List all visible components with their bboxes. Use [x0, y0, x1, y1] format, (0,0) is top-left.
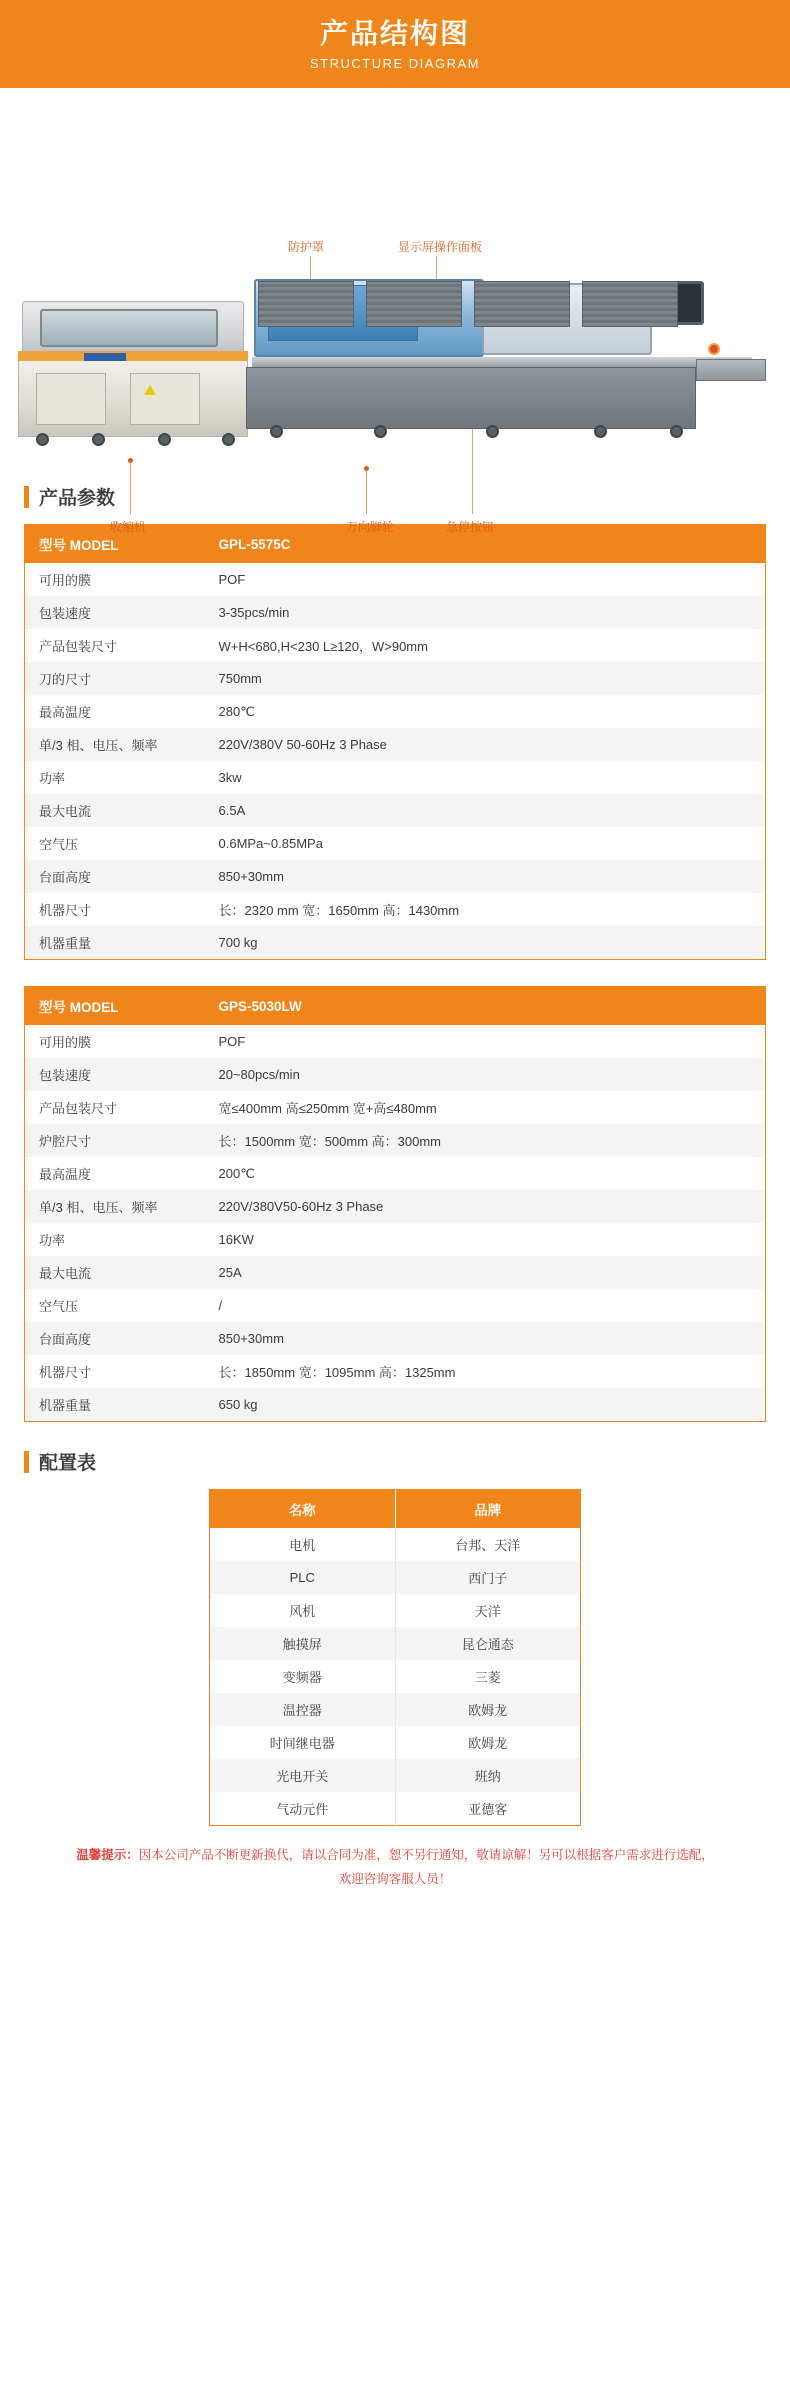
caster-wheel	[36, 433, 49, 446]
callout-label-shrink-machine: 收缩机	[110, 520, 147, 534]
callout-label-guard: 防护罩	[288, 240, 325, 254]
spec-key: 最大电流	[25, 794, 205, 827]
section-header-parameters	[24, 483, 790, 510]
caster-wheel	[222, 433, 235, 446]
table-row	[25, 1388, 766, 1422]
table-row	[210, 1627, 581, 1660]
table-row	[210, 1759, 581, 1792]
spec-key: 机器尺寸	[25, 893, 205, 926]
spec-value: 20~80pcs/min	[205, 1058, 766, 1091]
spec-key: 包装速度	[25, 596, 205, 629]
spec-key: 单/3 相、电压、频率	[25, 1190, 205, 1223]
spec-value: 长：1500mm 宽：500mm 高：300mm	[205, 1124, 766, 1157]
config-name: 变频器	[210, 1660, 396, 1693]
spec-key: 产品包装尺寸	[25, 629, 205, 662]
config-brand: 欧姆龙	[395, 1726, 581, 1759]
spec-key: 空气压	[25, 827, 205, 860]
config-header-name: 名称	[210, 1490, 396, 1529]
cabinet-door	[258, 281, 354, 327]
table-row	[25, 926, 766, 960]
table-row	[25, 1190, 766, 1223]
spec-key: 机器尺寸	[25, 1355, 205, 1388]
config-name: 时间继电器	[210, 1726, 396, 1759]
section-title-config: 配置表	[39, 1453, 97, 1474]
callout-line-caster	[366, 468, 367, 514]
config-brand: 天洋	[395, 1594, 581, 1627]
machine-orange-strip	[18, 351, 248, 361]
emergency-stop-button[interactable]	[708, 343, 720, 355]
config-table	[209, 1489, 581, 1826]
table-row	[210, 1792, 581, 1826]
spec-key: 台面高度	[25, 1322, 205, 1355]
spec-key: 单/3 相、电压、频率	[25, 728, 205, 761]
table-row	[210, 1594, 581, 1627]
spec-value: 长：2320 mm 宽：1650mm 高：1430mm	[205, 893, 766, 926]
section-header-config	[24, 1448, 790, 1475]
spec-value: 850+30mm	[205, 860, 766, 893]
table-row	[25, 1355, 766, 1388]
table-row	[25, 761, 766, 794]
spec-value: /	[205, 1289, 766, 1322]
spec-value: 16KW	[205, 1223, 766, 1256]
table-row	[25, 1256, 766, 1289]
shrink-tunnel-machine	[18, 301, 248, 446]
machine-rail	[252, 357, 752, 367]
machine-window	[40, 309, 218, 347]
page-header-banner	[0, 0, 790, 88]
spec-key: 最高温度	[25, 695, 205, 728]
config-name: PLC	[210, 1561, 396, 1594]
spec-value: 宽≤400mm 高≤250mm 宽+高≤480mm	[205, 1091, 766, 1124]
spec-value: 6.5A	[205, 794, 766, 827]
spec-key: 炉腔尺寸	[25, 1124, 205, 1157]
table-row	[25, 1289, 766, 1322]
spec-value: 3-35pcs/min	[205, 596, 766, 629]
config-name: 风机	[210, 1594, 396, 1627]
spec-value: 200℃	[205, 1157, 766, 1190]
caster-wheel	[270, 425, 283, 438]
spec-value: POF	[205, 1025, 766, 1058]
spec-key: 功率	[25, 761, 205, 794]
table-row	[25, 893, 766, 926]
config-brand: 欧姆龙	[395, 1693, 581, 1726]
model-label: 型号 MODEL	[25, 525, 205, 564]
spec-value: POF	[205, 563, 766, 596]
section-accent-bar	[24, 1451, 29, 1473]
table-row	[25, 695, 766, 728]
note-lead: 温馨提示：	[76, 1848, 139, 1862]
spec-table-2	[24, 986, 766, 1422]
table-row	[25, 1322, 766, 1355]
callout-dot-shrink-machine	[128, 458, 133, 463]
spec-key: 最大电流	[25, 1256, 205, 1289]
config-name: 光电开关	[210, 1759, 396, 1792]
spec-key: 功率	[25, 1223, 205, 1256]
table-row	[25, 596, 766, 629]
spec-value: 0.6MPa~0.85MPa	[205, 827, 766, 860]
table-row	[25, 1124, 766, 1157]
cabinet-door	[366, 281, 462, 327]
config-header-brand: 品牌	[395, 1490, 581, 1529]
table-row	[25, 629, 766, 662]
callout-label-display-panel: 显示屏操作面板	[398, 240, 483, 254]
table-row	[25, 860, 766, 893]
caster-wheel	[486, 425, 499, 438]
table-row	[25, 1223, 766, 1256]
spec-value: W+H<680,H<230 L≥120，W>90mm	[205, 629, 766, 662]
table-row	[25, 1091, 766, 1124]
config-brand: 台邦、天洋	[395, 1528, 581, 1561]
table-row	[25, 1058, 766, 1091]
spec-value: 750mm	[205, 662, 766, 695]
caster-wheel	[374, 425, 387, 438]
spec-value: 280℃	[205, 695, 766, 728]
table-row	[210, 1660, 581, 1693]
cabinet-door	[582, 281, 678, 327]
spec-key: 机器重量	[25, 926, 205, 960]
config-brand: 西门子	[395, 1561, 581, 1594]
spec-key: 可用的膜	[25, 1025, 205, 1058]
spec-key: 最高温度	[25, 1157, 205, 1190]
table-row	[25, 563, 766, 596]
machine-base-cabinet	[246, 367, 696, 429]
table-row	[25, 662, 766, 695]
config-name: 触摸屏	[210, 1627, 396, 1660]
config-brand: 班纳	[395, 1759, 581, 1792]
spec-value: 3kw	[205, 761, 766, 794]
config-name: 电机	[210, 1528, 396, 1561]
machine-panel-left	[36, 373, 106, 425]
cabinet-door	[474, 281, 570, 327]
model-value: GPL-5575C	[205, 525, 766, 564]
table-row	[25, 987, 766, 1026]
spec-key: 空气压	[25, 1289, 205, 1322]
caster-wheel	[670, 425, 683, 438]
callout-dot-caster	[364, 466, 369, 471]
page-title: 产品结构图	[319, 17, 470, 49]
spec-key: 可用的膜	[25, 563, 205, 596]
spec-key: 刀的尺寸	[25, 662, 205, 695]
disclaimer-note	[75, 1844, 715, 1892]
spec-value: 220V/380V 50-60Hz 3 Phase	[205, 728, 766, 761]
caster-wheel	[594, 425, 607, 438]
table-row	[210, 1726, 581, 1759]
config-name: 气动元件	[210, 1792, 396, 1826]
spec-value: 650 kg	[205, 1388, 766, 1422]
spec-value: 25A	[205, 1256, 766, 1289]
config-brand: 亚德客	[395, 1792, 581, 1826]
table-row	[210, 1561, 581, 1594]
table-row	[25, 827, 766, 860]
caster-wheel	[158, 433, 171, 446]
table-header-row	[210, 1490, 581, 1529]
spec-table-1	[24, 524, 766, 960]
model-label: 型号 MODEL	[25, 987, 205, 1026]
table-row	[25, 1157, 766, 1190]
spec-key: 台面高度	[25, 860, 205, 893]
callout-label-emergency-stop: 急停按钮	[446, 520, 495, 534]
table-row	[210, 1693, 581, 1726]
config-name: 温控器	[210, 1693, 396, 1726]
spec-key: 机器重量	[25, 1388, 205, 1422]
table-row	[210, 1528, 581, 1561]
spec-value: 220V/380V50-60Hz 3 Phase	[205, 1190, 766, 1223]
callout-label-caster: 万向脚轮	[346, 520, 395, 534]
section-accent-bar	[24, 486, 29, 508]
machine-panel-right	[130, 373, 200, 425]
brand-badge	[84, 353, 126, 361]
spec-value: 700 kg	[205, 926, 766, 960]
note-text: 因本公司产品不断更新换代，请以合同为准，恕不另行通知，敬请谅解！另可以根据客户需求进行选配，欢迎咨询客服人员！	[138, 1848, 714, 1886]
output-conveyor	[696, 359, 766, 381]
table-row	[25, 794, 766, 827]
caster-wheel	[92, 433, 105, 446]
sealing-machine	[246, 273, 772, 448]
section-title-parameters: 产品参数	[39, 488, 116, 509]
spec-key: 包装速度	[25, 1058, 205, 1091]
config-brand: 三菱	[395, 1660, 581, 1693]
spec-value: 850+30mm	[205, 1322, 766, 1355]
warning-triangle-icon	[144, 385, 156, 395]
page-subtitle: STRUCTURE DIAGRAM	[310, 56, 480, 72]
table-row	[25, 1025, 766, 1058]
spec-key: 产品包装尺寸	[25, 1091, 205, 1124]
machine-illustration	[18, 273, 772, 458]
spec-value: 长：1850mm 宽：1095mm 高：1325mm	[205, 1355, 766, 1388]
table-row	[25, 728, 766, 761]
config-brand: 昆仑通态	[395, 1627, 581, 1660]
callout-line-shrink-machine	[130, 460, 131, 514]
model-value: GPS-5030LW	[205, 987, 766, 1026]
